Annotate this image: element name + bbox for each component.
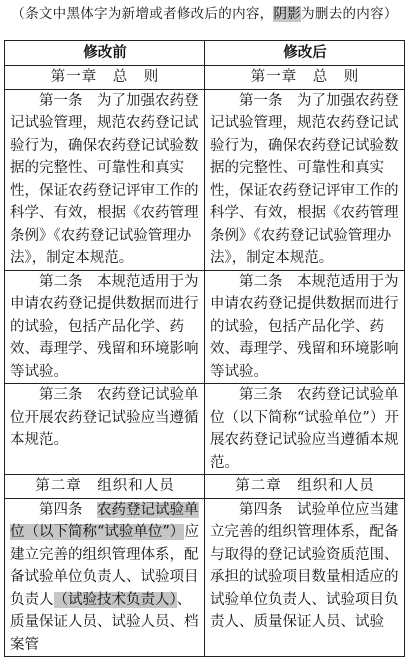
- chapter-heading-before: 第二章 组织和人员: [5, 475, 205, 499]
- header-before: 修改前: [5, 41, 205, 66]
- article-4-after: 第四条 试验单位应当建立完善的组织管理体系，配备与取得的登记试验资质范围、承担的试验项目数量相适应的试验单位负责人、试验项目负责人、质量保证人员、试验: [205, 498, 405, 657]
- article-1-before: 第一条 为了加强农药登记试验管理，规范农药登记试验行为，确保农药登记试验数据的完整性、可靠性和真实性，保证农药登记评审工作的科学、有效，根据《农药管理条例》《农药登记试验管理办法》，制定本规范。: [5, 89, 205, 270]
- table-row: [5, 498, 405, 657]
- table-row: [5, 384, 405, 475]
- table-row: [5, 270, 405, 384]
- article-3-before: 第三条 农药登记试验单位开展农药登记试验应当遵循本规范。: [5, 384, 205, 475]
- header-after: 修改后: [205, 41, 405, 66]
- deleted-text: 农药登记试验单位（以下简称“试验单位”）: [10, 501, 199, 540]
- article-4-before: 第四条 农药登记试验单位（以下简称“试验单位”）应建立完善的组织管理体系，配备试验单位负责人、试验项目负责人（试验技术负责人）、质量保证人员、试验人员、档案管: [5, 498, 205, 657]
- article-1-after: 第一条 为了加强农药登记试验管理，规范农药登记试验行为，确保农药登记试验数据的完整性、可靠性和真实性，保证农药登记评审工作的科学、有效，根据《农药管理条例》《农药登记试验管理办法》，制定本规范。: [205, 89, 405, 270]
- article-2-after: 第二条 本规范适用于为申请农药登记提供数据而进行的试验，包括产品化学、药效、毒理学、残留和环境影响等试验。: [205, 270, 405, 384]
- table-row: [5, 475, 405, 499]
- chapter-heading-after: 第一章 总 则: [205, 66, 405, 90]
- legend-note-before: （条文中黑体字为新增或者修改后的内容，: [11, 6, 274, 22]
- table-header-row: [5, 41, 405, 66]
- legend-note-after: 为删去的内容）: [301, 6, 398, 22]
- article-2-before: 第二条 本规范适用于为申请农药登记提供数据而进行的试验，包括产品化学、药效、毒理学、残留和环境影响等试验。: [5, 270, 205, 384]
- table-row: [5, 66, 405, 90]
- deleted-text: （试验技术负责人）: [53, 591, 177, 608]
- article-3-after: 第三条 农药登记试验单位（以下简称“试验单位”）开展农药登记试验应当遵循本规范。: [205, 384, 405, 475]
- table-row: [5, 89, 405, 270]
- legend-note: [0, 4, 409, 24]
- chapter-heading-before: 第一章 总 则: [5, 66, 205, 90]
- legend-note-shaded: 阴影: [273, 6, 302, 22]
- chapter-heading-after: 第二章 组织和人员: [205, 475, 405, 499]
- comparison-table: [4, 40, 405, 657]
